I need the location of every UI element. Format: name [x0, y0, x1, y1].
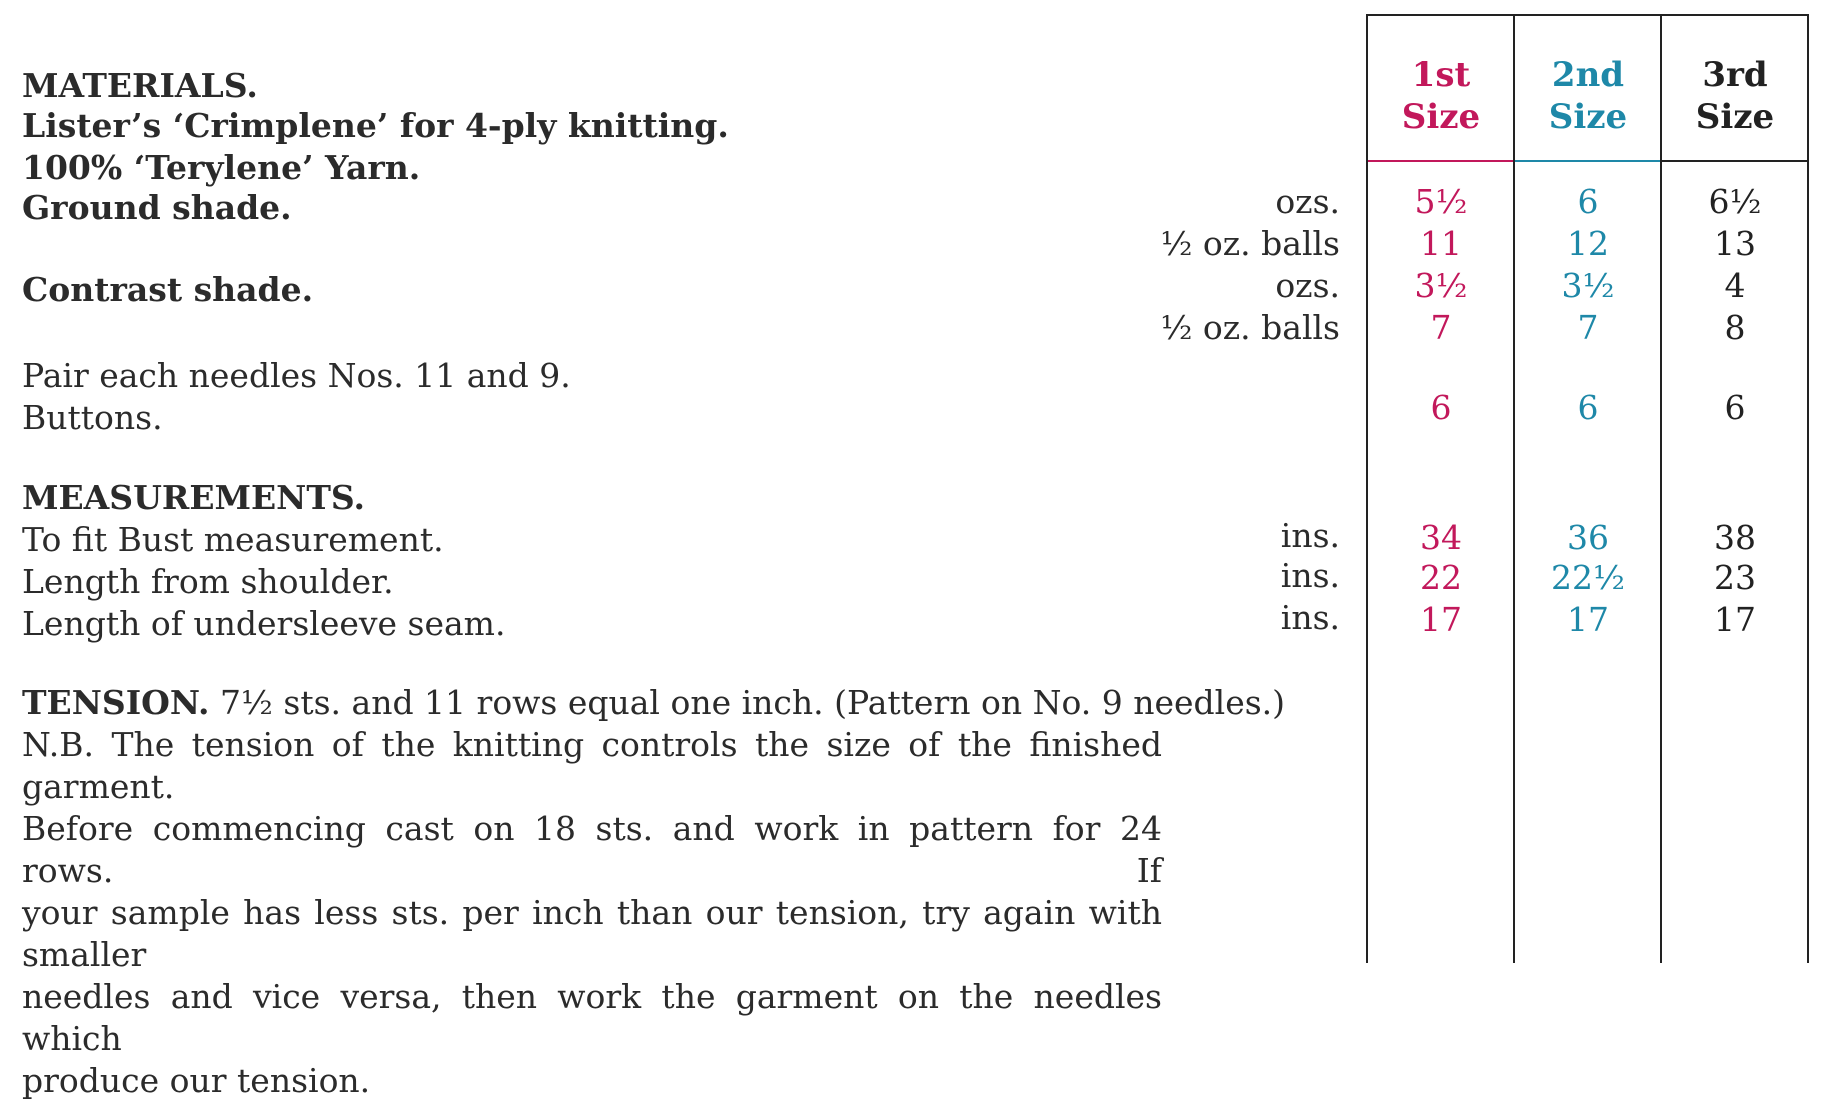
size-1-contrast-balls: 7 — [1430, 308, 1452, 347]
tension-heading: TENSION. — [22, 683, 210, 722]
size-2-header-ordinal: 2nd — [1551, 55, 1625, 95]
length-label: Length from shoulder. — [22, 562, 394, 601]
size-3-length: 23 — [1714, 558, 1756, 597]
size-3-ground-balls: 13 — [1714, 224, 1756, 263]
size-2-bust: 36 — [1567, 518, 1609, 557]
size-1-ground-ozs: 5½ — [1414, 182, 1468, 221]
sizes-table — [1366, 14, 1809, 963]
unit-contrast-balls: ½ oz. balls — [1160, 308, 1340, 347]
size-1-buttons: 6 — [1430, 388, 1452, 427]
size-3-sleeve: 17 — [1714, 600, 1756, 639]
size-3-column — [1662, 14, 1808, 963]
size-3-header-ordinal: 3rd — [1702, 55, 1768, 95]
unit-ground-balls: ½ oz. balls — [1160, 224, 1340, 263]
buttons-label: Buttons. — [22, 398, 163, 437]
size-1-bust: 34 — [1420, 518, 1462, 557]
tension-line-2: N.B. The tension of the knitting controls the size of the finished garment. — [22, 725, 1162, 806]
size-1-contrast-ozs: 3½ — [1414, 266, 1468, 305]
materials-heading: MATERIALS. — [22, 66, 258, 105]
size-1-header-word: Size — [1401, 97, 1481, 137]
size-2-buttons: 6 — [1577, 388, 1599, 427]
size-2-ground-ozs: 6 — [1577, 182, 1599, 221]
size-1-header-ordinal: 1st — [1411, 55, 1471, 95]
size-3-buttons: 6 — [1724, 388, 1746, 427]
unit-bust-ins: ins. — [1280, 516, 1340, 555]
unit-length-ins: ins. — [1280, 556, 1340, 595]
units-column — [1040, 0, 1340, 963]
size-3-contrast-balls: 8 — [1724, 308, 1746, 347]
size-3-contrast-ozs: 4 — [1724, 266, 1746, 305]
unit-ground-ozs: ozs. — [1275, 182, 1340, 221]
materials-line-terylene: 100% ‘Terylene’ Yarn. — [22, 148, 421, 187]
ground-shade-label: Ground shade. — [22, 188, 292, 227]
size-3-bust: 38 — [1714, 518, 1756, 557]
contrast-shade-label: Contrast shade. — [22, 270, 314, 309]
unit-sleeve-ins: ins. — [1280, 598, 1340, 637]
size-1-column — [1368, 14, 1514, 963]
tension-paragraph — [22, 682, 1286, 1102]
size-3-header-word: Size — [1695, 97, 1775, 137]
size-3-ground-ozs: 6½ — [1708, 182, 1762, 221]
size-3-header — [1662, 54, 1808, 138]
size-1-sleeve: 17 — [1420, 600, 1462, 639]
tension-line-1: 7½ sts. and 11 rows equal one inch. (Pattern on No. 9 needles.) — [219, 683, 1286, 722]
tension-line-4: your sample has less sts. per inch than our tension, try again with smaller — [22, 893, 1162, 974]
materials-line-yarn: Lister’s ‘Crimplene’ for 4-ply knitting. — [22, 106, 729, 145]
measurements-heading: MEASUREMENTS. — [22, 478, 366, 517]
tension-line-3: Before commencing cast on 18 sts. and work in pattern for 24 rows. If — [22, 809, 1162, 890]
sleeve-label: Length of undersleeve seam. — [22, 604, 506, 643]
size-1-ground-balls: 11 — [1420, 224, 1462, 263]
tension-line-6: produce our tension. — [22, 1061, 371, 1100]
size-2-sleeve: 17 — [1567, 600, 1609, 639]
size-1-header — [1368, 54, 1514, 138]
size-2-header — [1515, 54, 1661, 138]
size-2-column — [1515, 14, 1661, 963]
unit-contrast-ozs: ozs. — [1275, 266, 1340, 305]
needles-label: Pair each needles Nos. 11 and 9. — [22, 356, 571, 395]
bust-label: To fit Bust measurement. — [22, 520, 444, 559]
size-2-contrast-ozs: 3½ — [1561, 266, 1615, 305]
size-2-header-word: Size — [1548, 97, 1628, 137]
size-1-length: 22 — [1420, 558, 1462, 597]
size-2-length: 22½ — [1551, 558, 1625, 597]
size-2-ground-balls: 12 — [1567, 224, 1609, 263]
size-2-contrast-balls: 7 — [1577, 308, 1599, 347]
tension-line-5: needles and vice versa, then work the garment on the needles which — [22, 977, 1162, 1058]
